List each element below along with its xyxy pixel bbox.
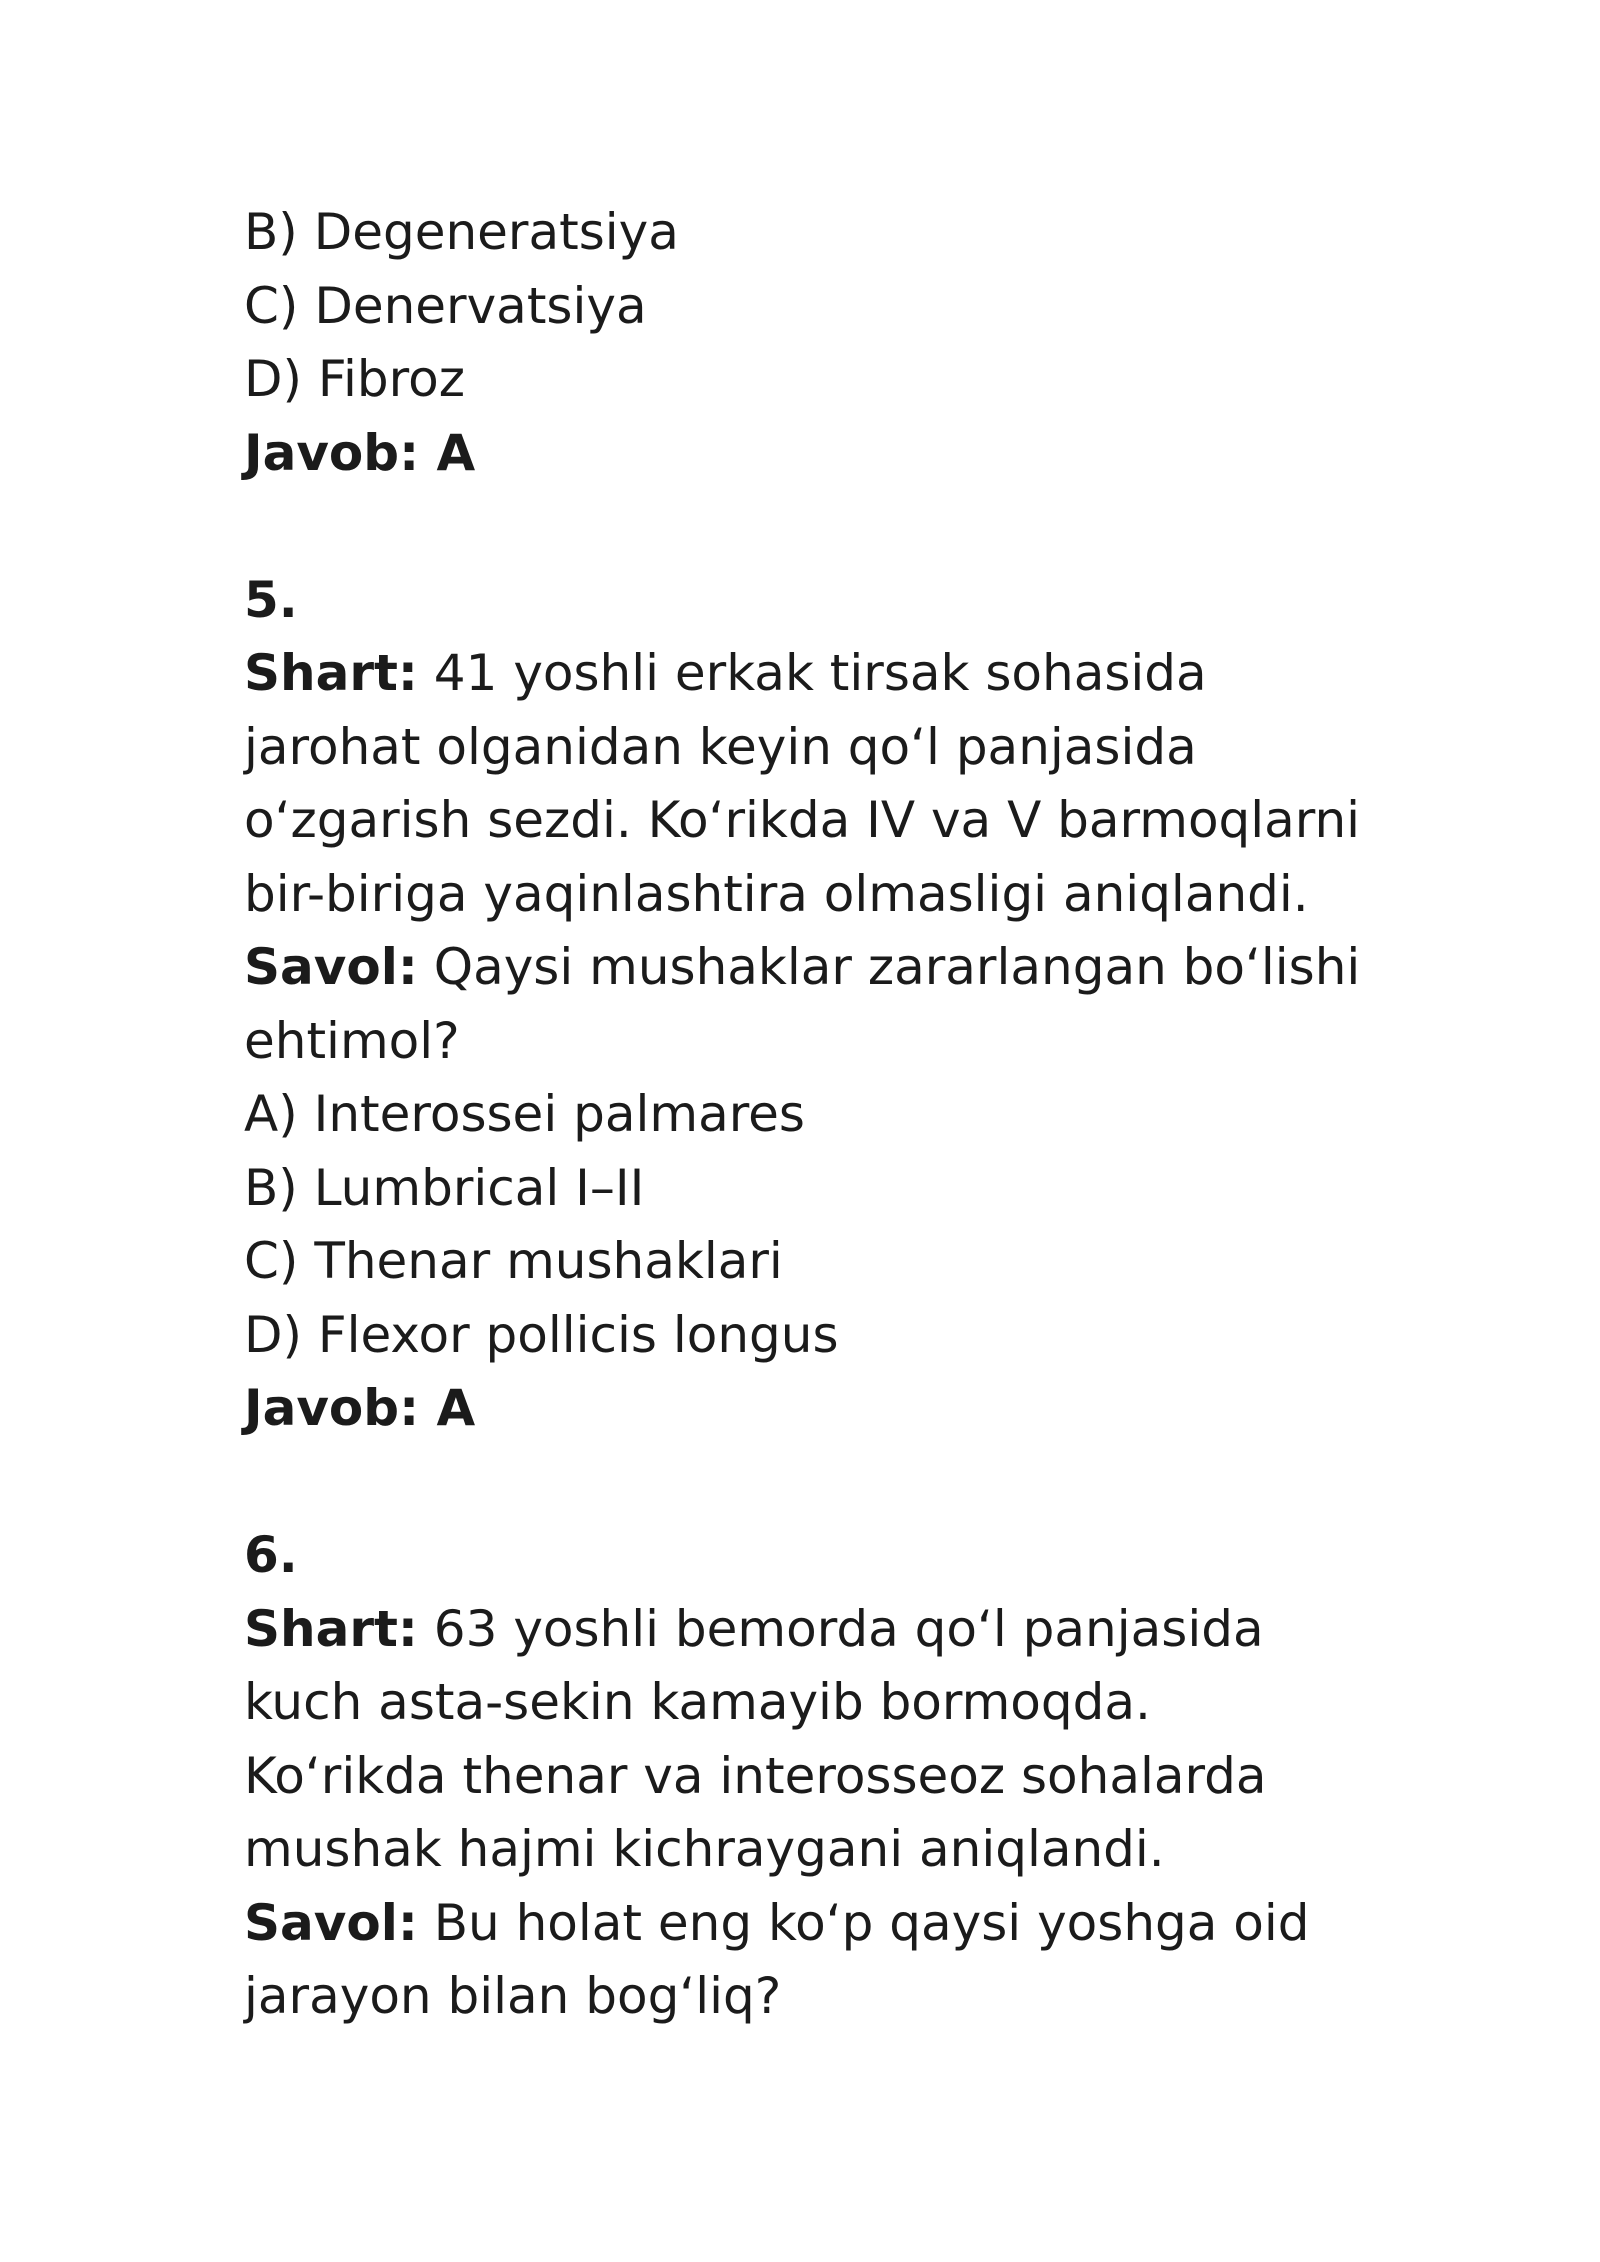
spacer — [244, 1446, 1424, 1520]
q6-savol-line-2: jarayon bilan bogʻliq? — [244, 1967, 782, 2025]
q5-savol-label: Savol: — [244, 938, 418, 996]
q6-shart-line-1 — [244, 1593, 1424, 1667]
q5-number: 5. — [244, 570, 298, 629]
q4-option-b: B) Degeneratsiya — [244, 203, 679, 261]
q4-option-c: C) Denervatsiya — [244, 276, 647, 335]
q6-savol-label: Savol: — [244, 1893, 418, 1952]
q5-answer-value: A — [419, 1379, 476, 1437]
q6-savol-text-1: Bu holat eng koʻp qaysi yoshga oid — [417, 1893, 1310, 1952]
q4-option-d: D) Fibroz — [244, 350, 465, 408]
q6-savol-line-1 — [244, 1887, 1424, 1961]
q5-option-b: B) Lumbrical I–II — [244, 1158, 645, 1217]
q6-shart-line-2: kuch asta-sekin kamayib bormoqda. — [244, 1673, 1151, 1731]
q6-shart-label: Shart: — [244, 1599, 418, 1658]
q5-savol-line-1 — [244, 931, 1424, 1005]
q5-shart-label: Shart: — [244, 644, 418, 702]
q5-shart-line-4: bir-biriga yaqinlashtira olmasligi aniqlandi. — [244, 864, 1309, 923]
q6-number: 6. — [244, 1526, 298, 1584]
q5-shart-line-2: jarohat olganidan keyin qoʻl panjasida — [244, 717, 1197, 776]
spacer — [244, 490, 1424, 564]
q5-answer-label: Javob: — [244, 1379, 420, 1437]
q5-shart-text-1: 41 yoshli erkak tirsak sohasida — [417, 644, 1207, 702]
q5-option-a: A) Interossei palmares — [244, 1085, 805, 1143]
q5-answer — [244, 1372, 1424, 1446]
q5-savol-text-1: Qaysi mushaklar zararlangan boʻlishi — [417, 938, 1361, 996]
q6-shart-line-4: mushak hajmi kichraygani aniqlandi. — [244, 1820, 1165, 1878]
q5-shart-line-3: oʻzgarish sezdi. Koʻrikda IV va V barmoqlarni — [244, 791, 1361, 849]
q5-option-c: C) Thenar mushaklari — [244, 1232, 783, 1290]
q5-option-d: D) Flexor pollicis longus — [244, 1305, 839, 1364]
q6-shart-line-3: Koʻrikda thenar va interosseoz sohalarda — [244, 1746, 1267, 1805]
q4-answer-label: Javob: — [244, 423, 420, 482]
q6-shart-text-1: 63 yoshli bemorda qoʻl panjasida — [417, 1599, 1264, 1658]
q5-shart-line-1 — [244, 637, 1424, 711]
q4-answer-value: A — [419, 423, 476, 482]
document-page — [244, 196, 1424, 2034]
q5-savol-line-2: ehtimol? — [244, 1011, 460, 1070]
q4-answer — [244, 417, 1424, 491]
